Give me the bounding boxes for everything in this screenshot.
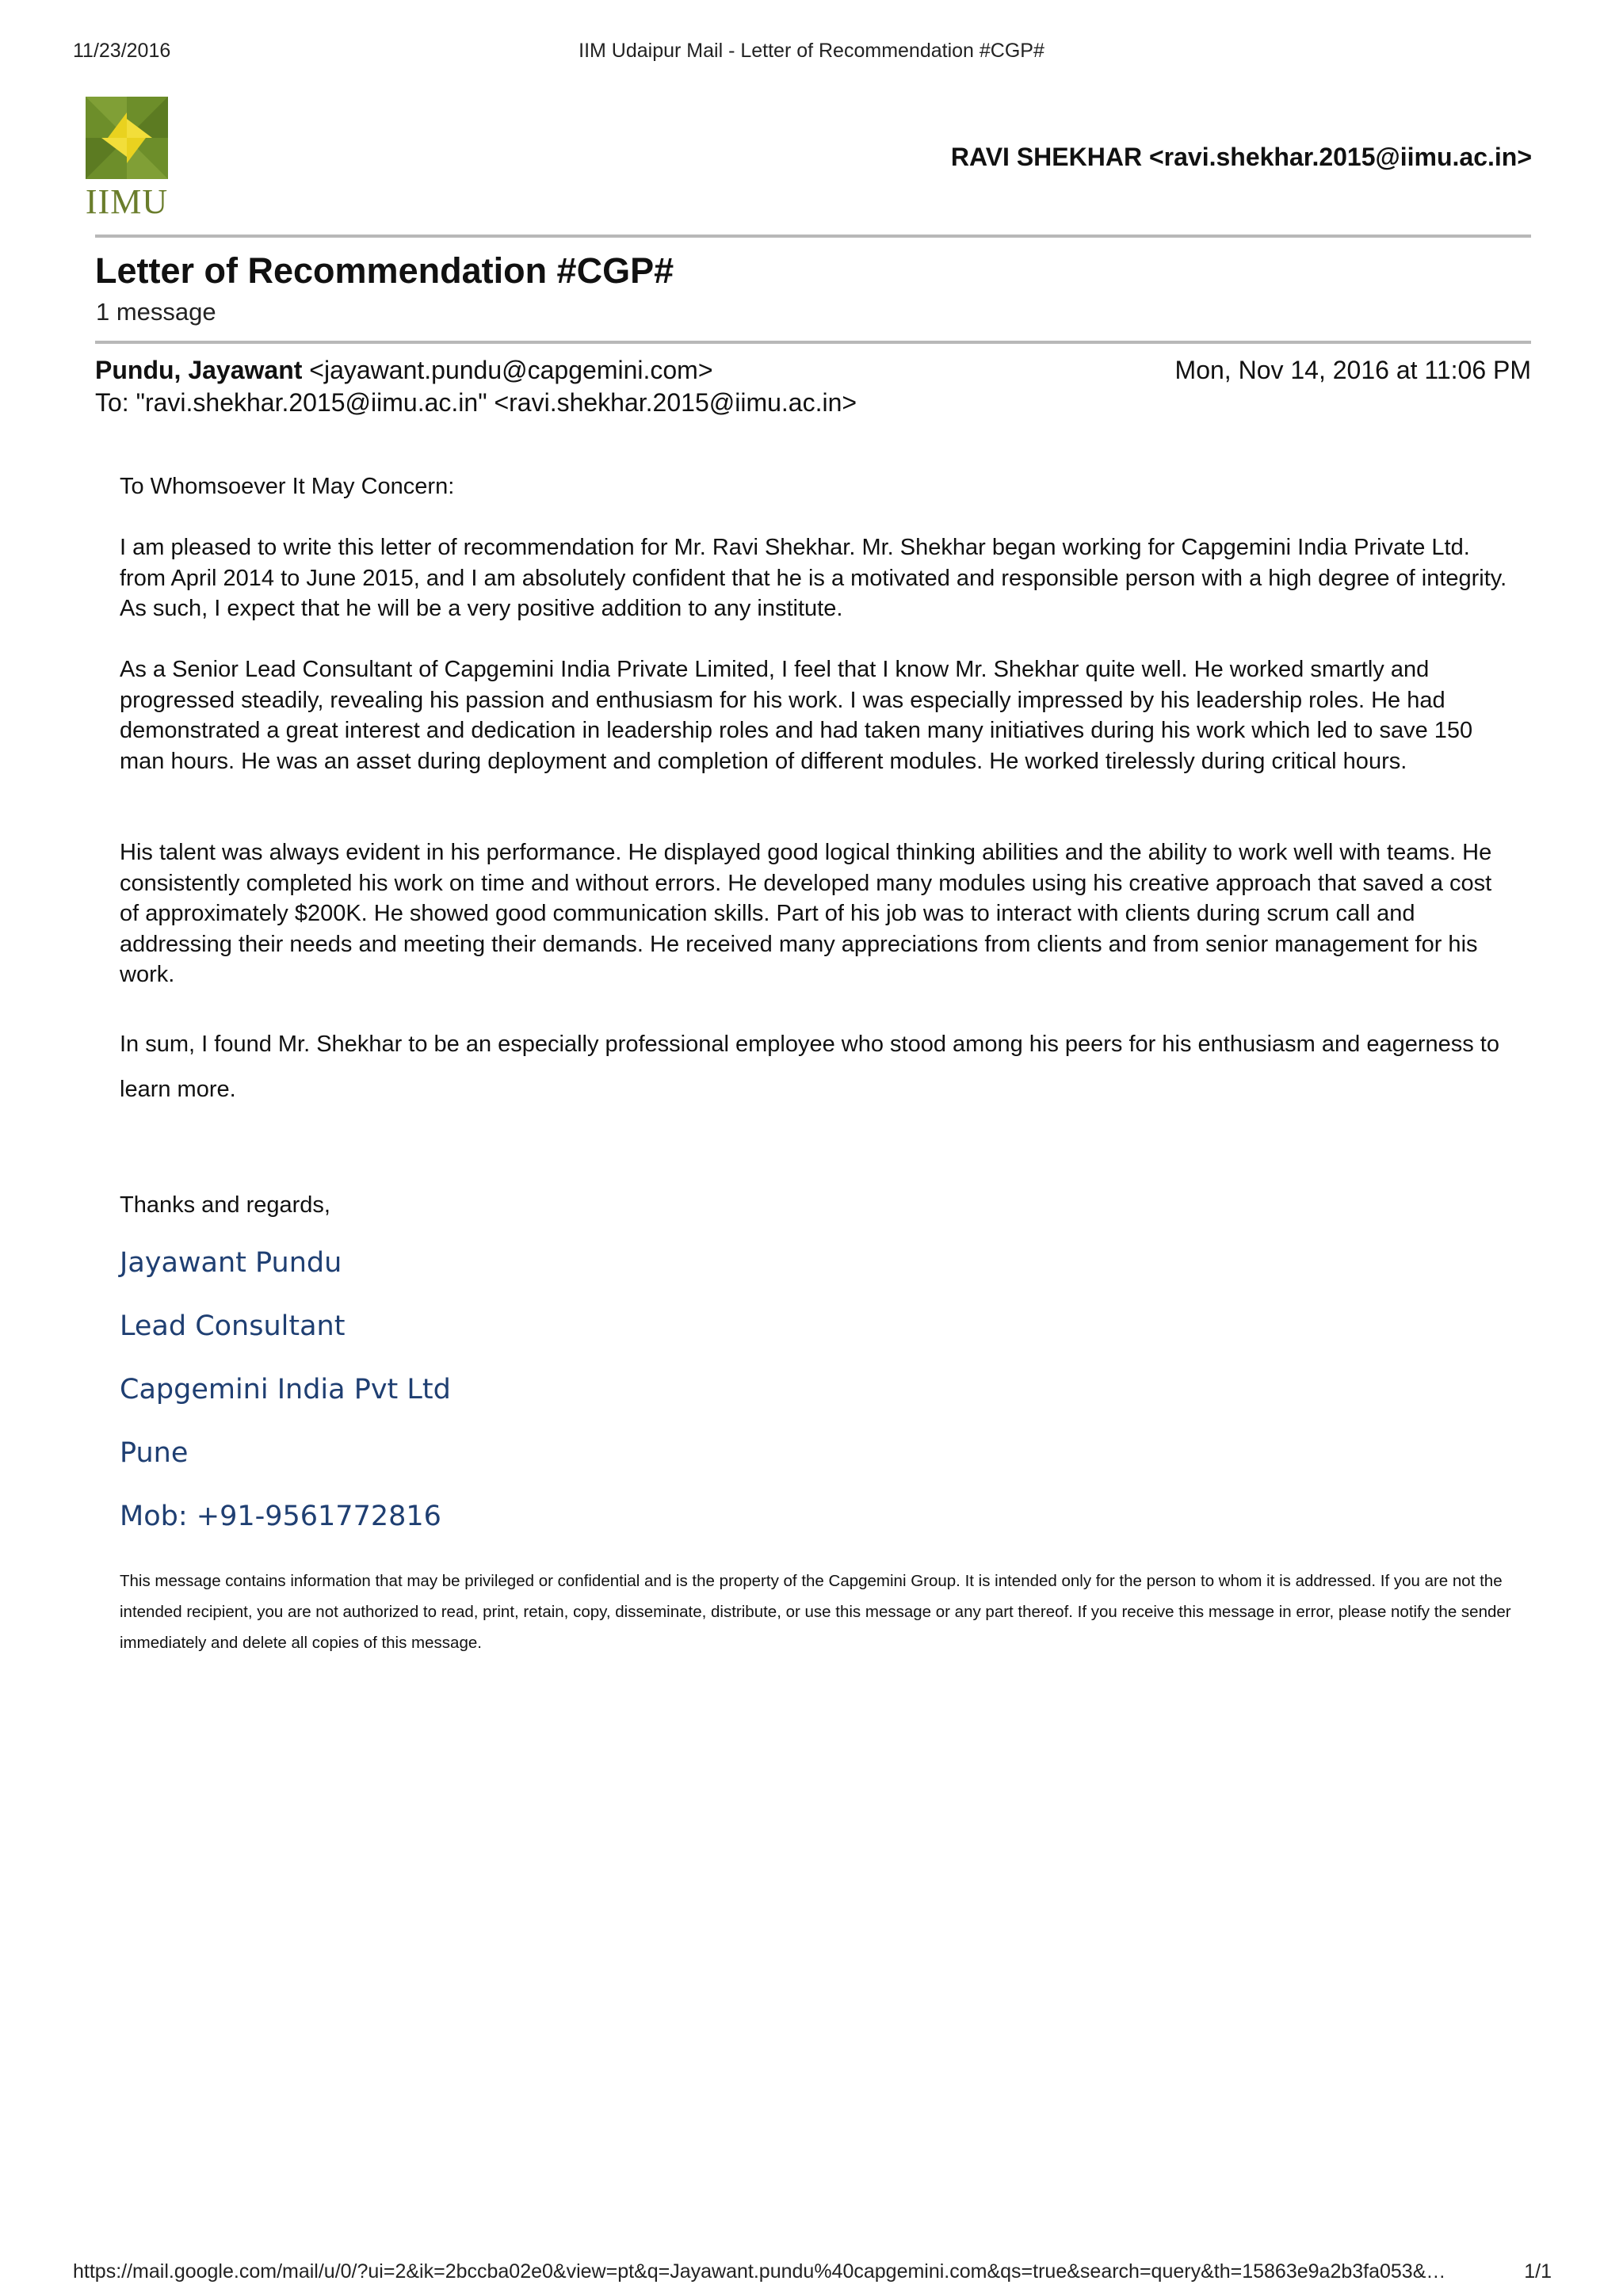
header-divider	[95, 235, 1531, 238]
sender-email: <jayawant.pundu@capgemini.com>	[309, 356, 713, 384]
salutation: To Whomsoever It May Concern:	[120, 474, 455, 499]
signature-city: Pune	[120, 1437, 189, 1469]
thread-subject: Letter of Recommendation #CGP#	[95, 250, 674, 291]
print-url: https://mail.google.com/mail/u/0/?ui=2&ik=2bccba02e0&view=pt&q=Jayawant.pundu%40capgemini.com&qs=true&search=query&th=15863e9a2b3fa053&…	[73, 2260, 1446, 2283]
disclaimer: This message contains information that may be privileged or confidential and is the property of the Capgemini Group. It is intended only for the person to whom it is addressed. If you are not the intended recipient, you are not authorized to read, print, retain, copy, disseminate, distribute, or use this message or any part thereof. If you receive this message in error, please notify the sender immediately and delete all copies of this message.	[120, 1572, 1511, 1652]
message-from	[95, 356, 713, 385]
signature-mobile: Mob: +91-9561772816	[120, 1501, 441, 1532]
iimu-pinwheel-icon	[79, 93, 174, 181]
message-to: To: "ravi.shekhar.2015@iimu.ac.in" <ravi.shekhar.2015@iimu.ac.in>	[95, 388, 857, 417]
signature-company: Capgemini India Pvt Ltd	[120, 1374, 451, 1405]
body-paragraph-3: His talent was always evident in his performance. He displayed good logical thinking abilities and the ability to work well with teams. He consistently completed his work on time and without errors. He developed many modules using his creative approach that saved a cost of approximately $200K. He showed good communication skills. Part of his job was to interact with clients during scrum call and addressing their needs and meeting their demands. He received many appreciations from clients and from senior management for his work.	[120, 840, 1492, 987]
iimu-logo	[79, 93, 174, 220]
sender-name: Pundu, Jayawant	[95, 356, 303, 384]
print-date: 11/23/2016	[73, 40, 171, 62]
message-count: 1 message	[96, 298, 216, 326]
signature-title: Lead Consultant	[120, 1310, 346, 1342]
logo-text: IIMU	[85, 182, 169, 221]
body-paragraph-2: As a Senior Lead Consultant of Capgemini India Private Limited, I feel that I know Mr. Shekhar quite well. He worked smartly and progressed steadily, revealing his passion and enthusiasm for his work. I was especially impressed by his leadership roles. He had demonstrated a great interest and dedication in leadership roles and had taken many initiatives during his work which led to save 150 man hours. He was an asset during deployment and completion of different modules. He worked tirelessly during critical hours.	[120, 657, 1473, 774]
print-title: IIM Udaipur Mail - Letter of Recommendation #CGP#	[579, 40, 1044, 62]
closing: Thanks and regards,	[120, 1192, 330, 1218]
signature-name: Jayawant Pundu	[120, 1247, 342, 1279]
subject-divider	[95, 341, 1531, 344]
page-number: 1/1	[1524, 2260, 1552, 2283]
body-paragraph-1: I am pleased to write this letter of recommendation for Mr. Ravi Shekhar. Mr. Shekhar began working for Capgemini India Private Ltd. from April 2014 to June 2015, and I am absolutely confident that he is a motivated and responsible person with a high degree of integrity. As such, I expect that he will be a very positive addition to any institute.	[120, 535, 1507, 621]
account-label: RAVI SHEKHAR <ravi.shekhar.2015@iimu.ac.in>	[950, 143, 1532, 171]
message-date: Mon, Nov 14, 2016 at 11:06 PM	[1174, 356, 1531, 384]
body-paragraph-4: In sum, I found Mr. Shekhar to be an especially professional employee who stood among his peers for his enthusiasm and eagerness to learn more.	[120, 1032, 1499, 1102]
